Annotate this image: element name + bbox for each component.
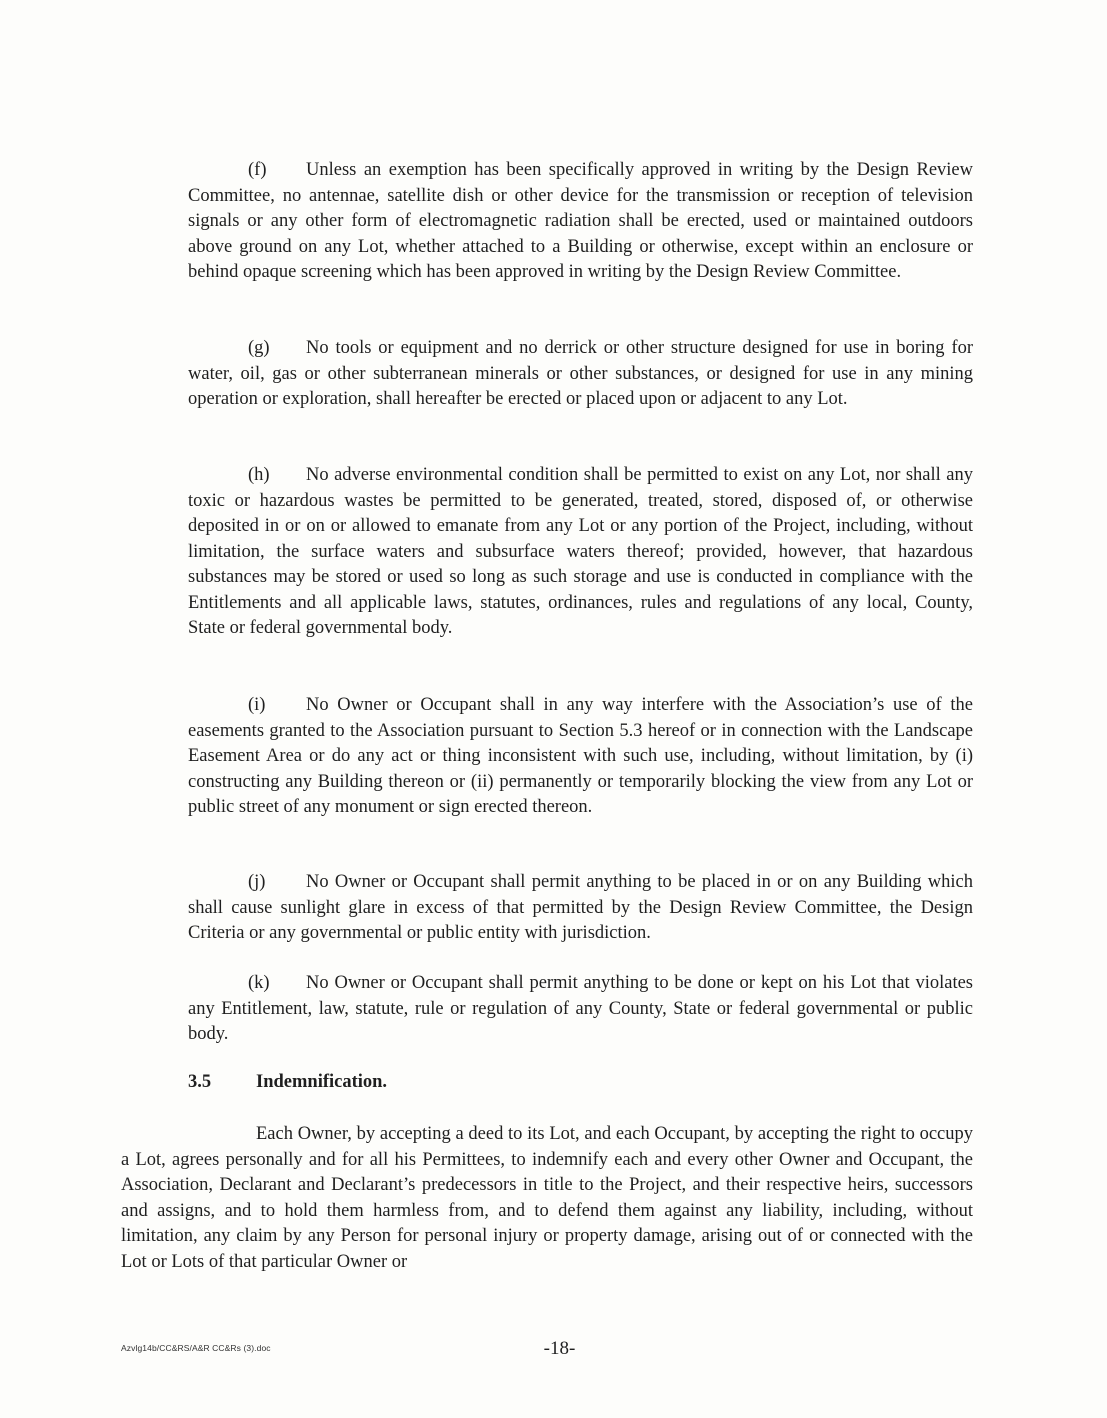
- section-title: Indemnification.: [256, 1072, 388, 1092]
- paragraph-h: [188, 463, 973, 642]
- paragraph-text: No Owner or Occupant shall in any way interfere with the Association’s use of the easements granted to the Association pursuant to Section 5.3 hereof or in connection with the Landscape Easement Area or do any act or thing inconsistent with such use, including, without limitation, by (i) constructing any Building thereon or (ii) permanently or temporarily blocking the view from any Lot or public street of any monument or sign erected thereon.: [188, 695, 973, 817]
- paragraph-label: (h): [248, 465, 270, 485]
- paragraph-label: (f): [248, 160, 267, 180]
- page-number-text: -18-: [543, 1338, 576, 1359]
- paragraph-label: (g): [248, 338, 270, 358]
- paragraph-label: (j): [248, 872, 266, 892]
- paragraph-j: [188, 870, 973, 947]
- section-heading: [188, 1070, 387, 1096]
- paragraph-label: (i): [248, 695, 266, 715]
- paragraph-i: [188, 693, 973, 821]
- paragraph-label: (k): [248, 973, 270, 993]
- paragraph-k: [188, 971, 973, 1048]
- paragraph-f: [188, 158, 973, 286]
- paragraph-text: No adverse environmental condition shall be permitted to exist on any Lot, nor shall any toxic or hazardous wastes be permitted to be generated, treated, stored, disposed of, or otherwise deposited in or on or allowed to emanate from any Lot or any portion of the Project, including, without limitation, the surface waters and subsurface waters thereof; provided, however, that hazardous substances may be stored or used so long as such storage and use is conducted in compliance with the Entitlements and all applicable laws, statutes, ordinances, rules and regulations of any local, County, State or federal governmental body.: [188, 465, 973, 638]
- footer-file-path: Azvlg14b/CC&RS/A&R CC&Rs (3).doc: [121, 1343, 271, 1353]
- paragraph-text: Unless an exemption has been specifically approved in writing by the Design Review Committee, no antennae, satellite dish or other device for the transmission or reception of television signals or any other form of electromagnetic radiation shall be erected, used or maintained outdoors above ground on any Lot, whether attached to a Building or otherwise, except within an enclosure or behind opaque screening which has been approved in writing by the Design Review Committee.: [188, 160, 973, 282]
- paragraph-text: No Owner or Occupant shall permit anything to be placed in or on any Building which shall cause sunlight glare in excess of that permitted by the Design Review Committee, the Design Criteria or any governmental or public entity with jurisdiction.: [188, 872, 973, 943]
- section-number: 3.5: [188, 1072, 212, 1092]
- page-number: [0, 1338, 1107, 1360]
- paragraph-text: No Owner or Occupant shall permit anything to be done or kept on his Lot that violates any Entitlement, law, statute, rule or regulation of any County, State or federal governmental or public body.: [188, 973, 973, 1044]
- paragraph-text: No tools or equipment and no derrick or other structure designed for use in boring for water, oil, gas or other subterranean minerals or other substances, or designed for use in any mining operation or exploration, shall hereafter be erected or placed upon or adjacent to any Lot.: [188, 338, 973, 409]
- paragraph-g: [188, 336, 973, 413]
- section-body: Each Owner, by accepting a deed to its Lot, and each Occupant, by accepting the right to occupy a Lot, agrees personally and for all his Permittees, to indemnify each and every other Owner and Occupant, the Association, Declarant and Declarant’s predecessors in title to the Project, and their respective heirs, successors and assigns, and to hold them harmless from, and to defend them against any liability, including, without limitation, any claim by any Person for personal injury or property damage, arising out of or connected with the Lot or Lots of that particular Owner or: [121, 1124, 973, 1272]
